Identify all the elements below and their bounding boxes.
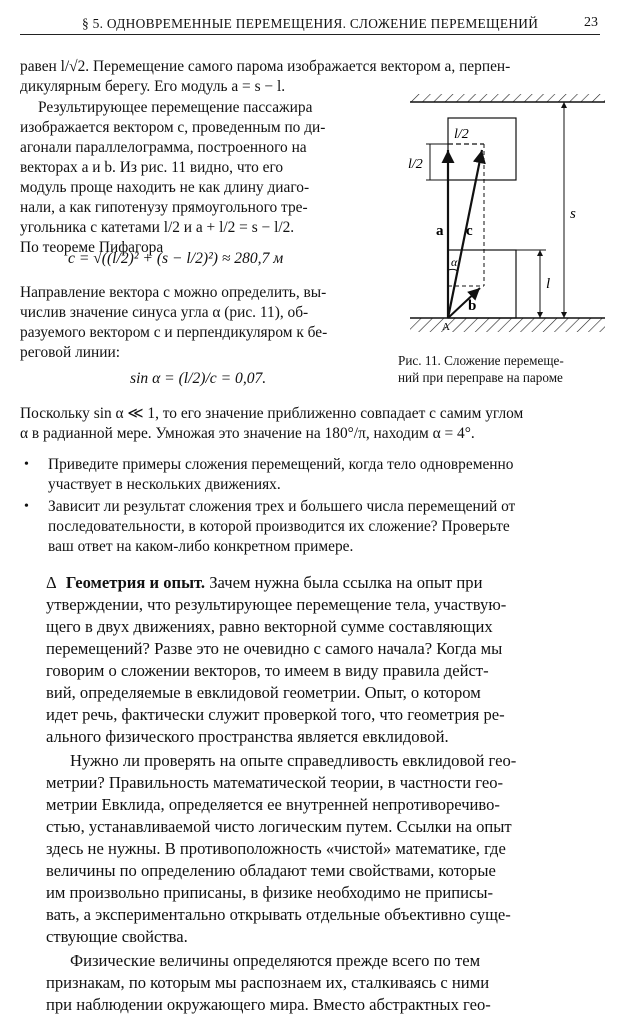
label-half-top: l/2	[454, 127, 469, 142]
text-line: реговой линии:	[20, 344, 120, 361]
text-line: говорим о сложении векторов, то имеем в виду правила дейст-	[46, 661, 489, 680]
text-line: признакам, по которым мы распознаем их, сталкиваясь с ними	[46, 973, 490, 992]
figure-caption: Рис. 11. Сложение перемеще-	[398, 353, 564, 368]
text-line: разуемого вектором c и перпендикуляром к бе-	[20, 324, 328, 341]
formula-c: c = √((l/2)² + (s − l/2)²) ≈ 280,7 м	[68, 250, 284, 267]
text-line: перемещений? Разве это не очевидно с самого начала? Когда мы	[46, 639, 503, 658]
bullet-text: участвует в нескольких движениях.	[48, 476, 281, 493]
bottom-bank	[410, 318, 605, 332]
bullet-icon: •	[24, 499, 29, 514]
text-line: По теореме Пифагора	[20, 239, 164, 256]
text-line: Направление вектора c можно определить, вы-	[20, 284, 327, 301]
text-line: числив значение синуса угла α (рис. 11), об-	[20, 304, 309, 321]
text-line: вать, а экспериментально открывать отдельные объективно суще-	[46, 905, 511, 924]
text-line: утверждении, что результирующее перемещение тела, участвую-	[46, 595, 507, 614]
label-A: A	[442, 321, 450, 333]
text-line: дикулярным берегу. Его модуль a = s − l.	[20, 78, 286, 95]
text-line: Нужно ли проверять на опыте справедливость евклидовой гео-	[70, 751, 517, 770]
text-line: вий, определяемые в евклидовой геометрии. Опыт, о котором	[46, 683, 481, 702]
text-line: α в радианной мере. Умножая это значение на 180°/π, находим α = 4°.	[20, 425, 475, 442]
figure-11-diagram	[400, 90, 605, 345]
text-line: метрии Евклида, определяется ее внутренней непротиворечиво-	[46, 795, 500, 814]
text-line: равен l/√2. Перемещение самого парома изображается вектором a, перпен-	[20, 58, 511, 75]
bullet-text: последовательности, в которой производится их сложение? Проверьте	[48, 518, 510, 535]
label-s: s	[570, 206, 576, 222]
page-number: 23	[584, 15, 598, 30]
label-c: c	[466, 223, 473, 239]
bullet-text: ваш ответ на каком-либо конкретном примере.	[48, 538, 354, 555]
label-b: b	[468, 298, 477, 314]
triangle-icon: Δ	[46, 573, 56, 592]
text-line: ствующие свойства.	[46, 927, 188, 946]
section-text: Зачем нужна была ссылка на опыт при	[209, 573, 483, 592]
formula-sin: sin α = (l/2)/c = 0,07.	[130, 370, 267, 387]
label-a: a	[436, 223, 444, 239]
vector-c	[448, 150, 482, 318]
text-line: изображается вектором c, проведенным по ди-	[20, 119, 326, 136]
text-line: Результирующее перемещение пассажира	[38, 99, 313, 116]
text-line: метрии? Правильность математической теории, в частности гео-	[46, 773, 504, 792]
text-line: векторах a и b. Из рис. 11 видно, что его	[20, 159, 284, 176]
section-title: Геометрия и опыт.	[65, 573, 206, 592]
text-line: Поскольку sin α ≪ 1, то его значение приближенно совпадает с самим углом	[20, 405, 524, 422]
running-header	[20, 12, 600, 35]
label-alpha: α	[451, 255, 458, 269]
text-line: ального физического пространства является евклидовой.	[46, 727, 449, 746]
text-line: величины по определению обладают теми свойствами, которые	[46, 861, 496, 880]
bullet-icon: •	[24, 457, 29, 472]
text-line: идет речь, фактически служит проверкой того, что геометрия ре-	[46, 705, 505, 724]
header-title: § 5. ОДНОВРЕМЕННЫЕ ПЕРЕМЕЩЕНИЯ. СЛОЖЕНИЕ ПЕРЕМЕЩЕНИЙ	[82, 16, 539, 31]
figure-caption: ний при переправе на пароме	[398, 370, 563, 385]
text-line: Физические величины определяются прежде всего по тем	[70, 951, 481, 970]
label-half-left: l/2	[408, 157, 423, 172]
text-line: щего в двух движениях, равно векторной сумме составляющих	[46, 617, 493, 636]
bullet-text: Зависит ли результат сложения трех и большего числа перемещений от	[48, 498, 516, 515]
text-line: угольника с катетами l/2 и a + l/2 = s − l/2.	[20, 219, 295, 236]
text-line: здесь не нужны. В противоположность «чистой» математике, где	[46, 839, 506, 858]
text-line: агонали параллелограмма, построенного на	[20, 139, 307, 156]
section-heading-line	[46, 572, 482, 594]
top-bank	[410, 94, 605, 102]
text-line: стью, устанавливаемой чисто логическим путем. Ссылки на опыт	[46, 817, 512, 836]
text-line: нали, а как гипотенузу прямоугольного тре-	[20, 199, 308, 216]
text-line: им произвольно приписаны, в физике необходимо не приписы-	[46, 883, 494, 902]
text-line: модуль проще находить не как длину диаго-	[20, 179, 310, 196]
text-line: при наблюдении окружающего мира. Вместо абстрактных гео-	[46, 995, 491, 1014]
label-l: l	[546, 276, 551, 292]
bullet-text: Приведите примеры сложения перемещений, когда тело одновременно	[48, 456, 514, 473]
